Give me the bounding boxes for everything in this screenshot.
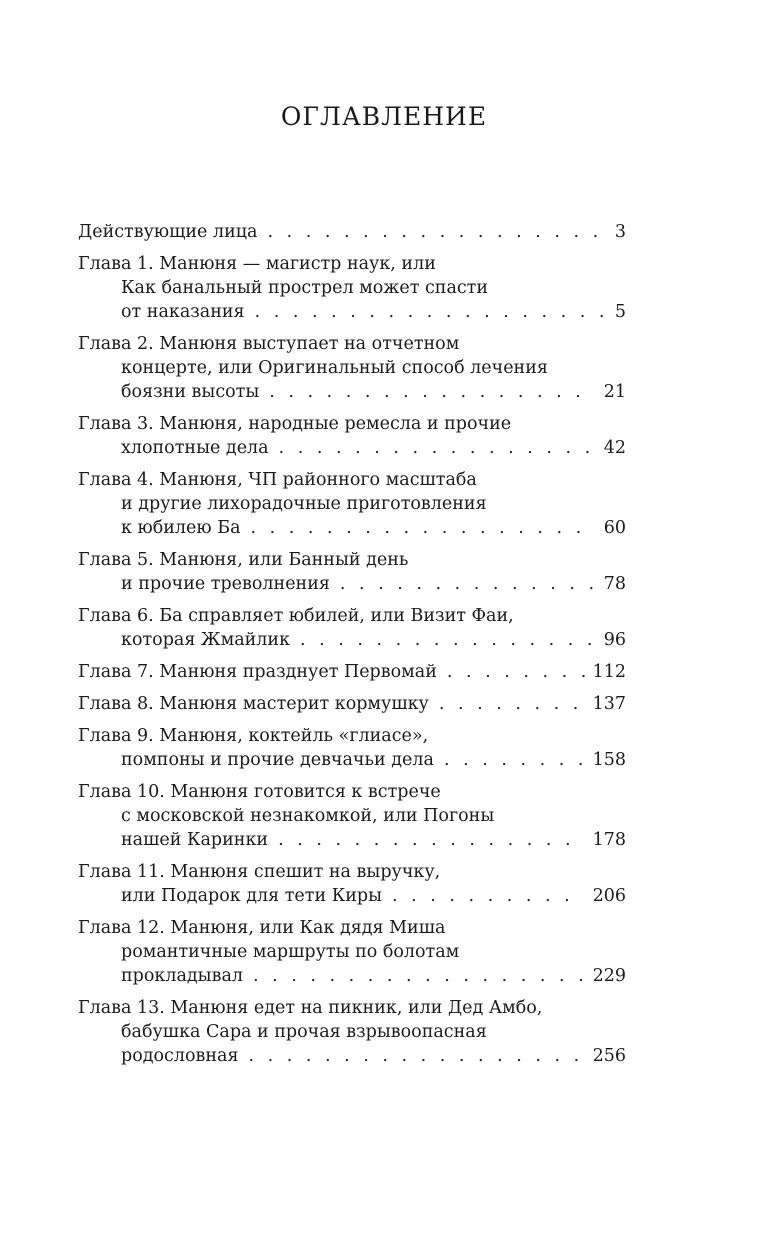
- toc-entry-title-line: Глава 10. Манюня готовится к встрече: [78, 782, 441, 802]
- toc-entry-title-line: Глава 9. Манюня, коктейль «глиасе»,: [78, 726, 429, 746]
- page-number: 158: [592, 750, 626, 770]
- toc-entry-title-line: концерте, или Оригинальный способ лечения: [121, 358, 548, 378]
- dot-leader: [249, 1044, 585, 1068]
- toc-entry-last-line: [78, 572, 626, 596]
- toc-entry[interactable]: [78, 860, 626, 908]
- page-number: 137: [592, 694, 626, 714]
- toc-entry-title-line: от наказания: [121, 302, 245, 322]
- toc-entry-last-line: [78, 964, 626, 988]
- toc-entry-title-line: помпоны и прочие девчачьи дела: [121, 750, 434, 770]
- toc-entry-title-line: Глава 1. Манюня — магистр наук, или: [78, 254, 436, 274]
- page-number: 5: [614, 302, 626, 322]
- toc-entry-title-line: Глава 7. Манюня празднует Первомай: [78, 662, 437, 682]
- dot-leader: [278, 828, 585, 852]
- toc-entry-last-line: [78, 660, 626, 684]
- toc-entry[interactable]: [78, 468, 626, 540]
- page-number: 78: [603, 574, 626, 594]
- toc-entry-title-line: родословная: [121, 1046, 239, 1066]
- toc-entry-title-line: которая Жмайлик: [121, 630, 291, 650]
- toc-entry-title-line: романтичные маршруты по болотам: [121, 942, 460, 962]
- toc-entry-title-line: бабушка Сара и прочая взрывоопасная: [121, 1022, 487, 1042]
- toc-entry-last-line: [78, 300, 626, 324]
- toc-entry-title-line: Глава 12. Манюня, или Как дядя Миша: [78, 918, 446, 938]
- toc-entry[interactable]: [78, 252, 626, 324]
- toc-entry-title-line: к юбилею Ба: [121, 518, 241, 538]
- toc-entry[interactable]: [78, 916, 626, 988]
- dot-leader: [253, 964, 585, 988]
- table-of-contents: [78, 220, 626, 1076]
- page-number: 206: [592, 886, 626, 906]
- toc-entry-last-line: [78, 436, 626, 460]
- toc-entry[interactable]: [78, 412, 626, 460]
- page-number: 21: [603, 382, 626, 402]
- dot-leader: [439, 692, 585, 716]
- toc-entry-title-line: Глава 4. Манюня, ЧП районного масштаба: [78, 470, 477, 490]
- dot-leader: [279, 436, 596, 460]
- toc-entry-title-line: Глава 5. Манюня, или Банный день: [78, 550, 409, 570]
- page-number: 256: [592, 1046, 626, 1066]
- toc-entry[interactable]: [78, 780, 626, 852]
- toc-entry[interactable]: [78, 692, 626, 716]
- page-number: 3: [614, 222, 626, 242]
- toc-entry[interactable]: [78, 332, 626, 404]
- dot-leader: [392, 884, 585, 908]
- toc-entry-title-line: и прочие треволнения: [121, 574, 330, 594]
- toc-entry-title-line: и другие лихорадочные приготовления: [121, 494, 487, 514]
- toc-entry-last-line: [78, 220, 626, 244]
- toc-entry-last-line: [78, 1044, 626, 1068]
- toc-entry-last-line: [78, 692, 626, 716]
- toc-entry-title-line: с московской незнакомкой, или Погоны: [121, 806, 495, 826]
- toc-entry-title-line: Глава 13. Манюня едет на пикник, или Дед Амбо,: [78, 998, 543, 1018]
- dot-leader: [255, 300, 607, 324]
- page-number: 42: [603, 438, 626, 458]
- toc-entry-title-line: Глава 11. Манюня спешит на выручку,: [78, 862, 441, 882]
- dot-leader: [447, 660, 585, 684]
- toc-entry[interactable]: [78, 604, 626, 652]
- toc-entry-title-line: Как банальный прострел может спасти: [121, 278, 489, 298]
- toc-entry-title-line: Глава 6. Ба справляет юбилей, или Визит Фаи,: [78, 606, 514, 626]
- toc-entry-last-line: [78, 884, 626, 908]
- toc-entry-title-line: нашей Каринки: [121, 830, 269, 850]
- toc-entry-last-line: [78, 748, 626, 772]
- page-number: 112: [592, 662, 626, 682]
- toc-entry-last-line: [78, 828, 626, 852]
- page-number: 178: [592, 830, 626, 850]
- page-number: 60: [603, 518, 626, 538]
- toc-entry[interactable]: [78, 548, 626, 596]
- toc-entry[interactable]: [78, 660, 626, 684]
- page-title: ОГЛАВЛЕНИЕ: [280, 102, 488, 131]
- toc-entry-title-line: Глава 3. Манюня, народные ремесла и прочие: [78, 414, 512, 434]
- dot-leader: [251, 516, 596, 540]
- toc-entry[interactable]: [78, 996, 626, 1068]
- toc-entry-title-line: Действующие лица: [78, 222, 258, 242]
- toc-entry-title-line: Глава 2. Манюня выступает на отчетном: [78, 334, 460, 354]
- dot-leader: [269, 380, 595, 404]
- toc-entry-last-line: [78, 380, 626, 404]
- toc-entry[interactable]: [78, 724, 626, 772]
- toc-entry-title-line: или Подарок для тети Киры: [121, 886, 383, 906]
- toc-entry-title-line: боязни высоты: [121, 382, 260, 402]
- page-number: 229: [592, 966, 626, 986]
- dot-leader: [340, 572, 596, 596]
- dot-leader: [267, 220, 606, 244]
- page-number: 96: [603, 630, 626, 650]
- toc-entry-title-line: хлопотные дела: [121, 438, 269, 458]
- toc-entry-title-line: Глава 8. Манюня мастерит кормушку: [78, 694, 429, 714]
- toc-entry[interactable]: [78, 220, 626, 244]
- toc-entry-last-line: [78, 516, 626, 540]
- toc-entry-last-line: [78, 628, 626, 652]
- dot-leader: [444, 748, 585, 772]
- dot-leader: [300, 628, 596, 652]
- toc-entry-title-line: прокладывал: [121, 966, 243, 986]
